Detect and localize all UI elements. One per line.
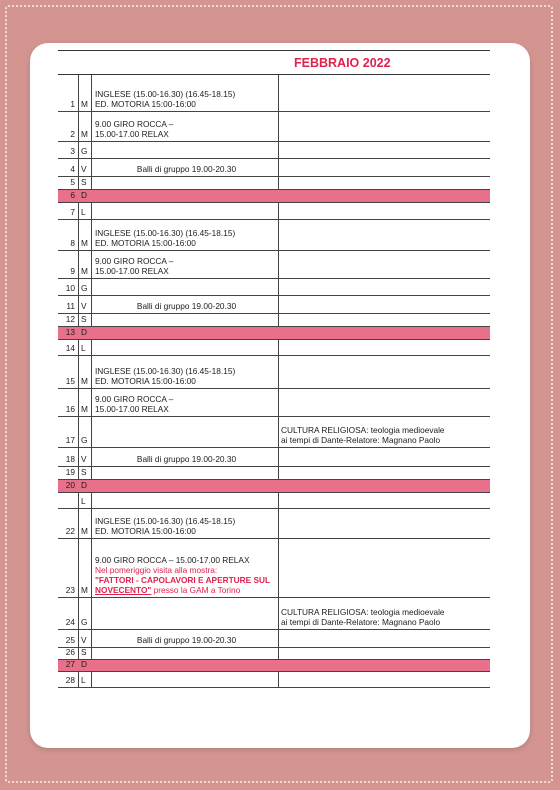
- activity-text: INGLESE (15.00-16.30) (16.45-18.15): [95, 516, 236, 527]
- day-number: 5: [70, 177, 75, 188]
- activity-cell: [91, 660, 278, 671]
- activity-text: ED. MOTORIA 15:00-16:00: [95, 238, 196, 249]
- activity-cell: [91, 251, 278, 278]
- activity-text: INGLESE (15.00-16.30) (16.45-18.15): [95, 366, 236, 377]
- activity-text: INGLESE (15.00-16.30) (16.45-18.15): [95, 89, 236, 100]
- event-cell: [278, 340, 490, 355]
- event-cell: [278, 509, 490, 538]
- calendar-row: [58, 598, 490, 630]
- event-cell: [278, 672, 490, 687]
- event-cell: [278, 296, 490, 313]
- calendar-row: [58, 539, 490, 598]
- day-number: 8: [70, 238, 75, 249]
- activity-text: ED. MOTORIA 15:00-16:00: [95, 99, 196, 110]
- event-cell: [278, 142, 490, 158]
- event-cell: [278, 112, 490, 141]
- activity-cell: [91, 190, 278, 202]
- activity-cell: [91, 493, 278, 508]
- activity-cell: [91, 480, 278, 492]
- weekday-letter: S: [78, 467, 91, 479]
- activity-cell: [91, 539, 278, 597]
- activity-cell: [91, 389, 278, 416]
- weekday-letter: D: [78, 190, 91, 202]
- activity-cell: [91, 327, 278, 339]
- calendar-row: [58, 296, 490, 314]
- activity-cell: [91, 417, 278, 447]
- calendar-row: [58, 660, 490, 672]
- event-cell: [278, 356, 490, 388]
- calendar-row: [58, 203, 490, 220]
- day-number: 24: [65, 617, 75, 628]
- day-number: [58, 507, 78, 508]
- event-cell: [278, 448, 490, 466]
- exhibition-line: [95, 586, 278, 596]
- exhibition-place: presso la GAM a Torino: [151, 585, 241, 596]
- calendar-row: [58, 251, 490, 279]
- calendar-row: [58, 75, 490, 112]
- event-text: ai tempi di Dante-Relatore: Magnano Paolo: [281, 435, 441, 446]
- day-number: 2: [70, 129, 75, 140]
- event-cell: [278, 220, 490, 250]
- activity-cell: [91, 142, 278, 158]
- calendar-row: [58, 672, 490, 688]
- activity-text: Balli di gruppo 19.00-20.30: [136, 454, 237, 465]
- weekday-letter: V: [78, 159, 91, 176]
- activity-text: 15.00-17.00 RELAX: [95, 266, 169, 277]
- event-cell: [278, 203, 490, 219]
- weekday-letter: G: [78, 279, 91, 295]
- activity-cell: [91, 648, 278, 659]
- event-cell: [278, 159, 490, 176]
- weekday-letter: M: [78, 75, 91, 111]
- weekday-letter: M: [78, 389, 91, 416]
- weekday-letter: S: [78, 314, 91, 326]
- activity-cell: [91, 630, 278, 647]
- day-number: 20: [65, 480, 75, 491]
- activity-cell: [91, 177, 278, 189]
- activity-cell: [91, 356, 278, 388]
- day-number: 28: [65, 675, 75, 686]
- calendar-row: [58, 480, 490, 493]
- weekday-letter: M: [78, 220, 91, 250]
- day-number: 16: [65, 404, 75, 415]
- activity-cell: [91, 672, 278, 687]
- day-number: 11: [66, 301, 75, 312]
- activity-cell: [91, 220, 278, 250]
- calendar-row: [58, 159, 490, 177]
- event-cell: [278, 327, 490, 339]
- day-number: 4: [70, 164, 75, 175]
- day-number: 27: [65, 659, 75, 670]
- activity-text: 9.00 GIRO ROCCA – 15.00-17.00 RELAX: [95, 555, 250, 566]
- event-cell: [278, 660, 490, 671]
- calendar-rows: [58, 75, 490, 688]
- calendar-row: [58, 340, 490, 356]
- event-cell: [278, 190, 490, 202]
- weekday-letter: L: [78, 203, 91, 219]
- activity-cell: [91, 112, 278, 141]
- day-number: 22: [65, 526, 75, 537]
- calendar-sheet: [58, 50, 490, 688]
- activity-cell: [91, 75, 278, 111]
- activity-cell: [91, 467, 278, 479]
- day-number: 14: [65, 343, 75, 354]
- calendar-row: [58, 142, 490, 159]
- activity-text: INGLESE (15.00-16.30) (16.45-18.15): [95, 228, 236, 239]
- weekday-letter: L: [78, 672, 91, 687]
- exhibition-title-end: NOVECENTO": [95, 585, 152, 596]
- event-cell: [278, 598, 490, 629]
- weekday-letter: V: [78, 630, 91, 647]
- event-cell: [278, 177, 490, 189]
- activity-cell: [91, 159, 278, 176]
- activity-cell: [91, 448, 278, 466]
- calendar-row: [58, 509, 490, 539]
- calendar-row: [58, 417, 490, 448]
- weekday-letter: M: [78, 356, 91, 388]
- event-cell: [278, 630, 490, 647]
- event-cell: [278, 467, 490, 479]
- weekday-letter: G: [78, 142, 91, 158]
- weekday-letter: L: [78, 493, 91, 508]
- activity-text: Balli di gruppo 19.00-20.30: [136, 635, 237, 646]
- event-cell: [278, 493, 490, 508]
- day-number: 15: [65, 376, 75, 387]
- event-cell: [278, 417, 490, 447]
- calendar-row: [58, 448, 490, 467]
- weekday-letter: D: [78, 660, 91, 671]
- calendar-row: [58, 112, 490, 142]
- activity-cell: [91, 279, 278, 295]
- event-text: CULTURA RELIGIOSA: teologia medioevale: [281, 425, 445, 436]
- calendar-row: [58, 467, 490, 480]
- day-number: 10: [65, 283, 75, 294]
- calendar-header: [58, 50, 490, 75]
- event-text: CULTURA RELIGIOSA: teologia medioevale: [281, 607, 445, 618]
- day-number: 13: [65, 327, 75, 338]
- event-cell: [278, 314, 490, 326]
- day-number: 6: [70, 190, 75, 201]
- weekday-letter: M: [78, 539, 91, 597]
- weekday-letter: S: [78, 648, 91, 659]
- day-number: 17: [65, 435, 75, 446]
- activity-text: Balli di gruppo 19.00-20.30: [136, 301, 237, 312]
- day-number: 25: [65, 635, 75, 646]
- activity-text: ED. MOTORIA 15:00-16:00: [95, 526, 196, 537]
- day-number: 1: [70, 99, 75, 110]
- calendar-row: [58, 356, 490, 389]
- event-cell: [278, 75, 490, 111]
- activity-cell: [91, 314, 278, 326]
- event-cell: [278, 480, 490, 492]
- day-number: 19: [65, 467, 75, 478]
- weekday-letter: M: [78, 112, 91, 141]
- visit-intro: Nel pomeriggio visita alla mostra:: [95, 565, 218, 576]
- day-number: 18: [65, 454, 75, 465]
- day-number: 23: [65, 585, 75, 596]
- activity-text: 15.00-17.00 RELAX: [95, 129, 169, 140]
- weekday-letter: D: [78, 327, 91, 339]
- activity-text: 9.00 GIRO ROCCA –: [95, 119, 174, 130]
- calendar-row: [58, 389, 490, 417]
- calendar-row: [58, 648, 490, 660]
- activity-cell: [91, 203, 278, 219]
- day-number: 7: [70, 207, 75, 218]
- activity-text: 9.00 GIRO ROCCA –: [95, 394, 174, 405]
- day-number: 12: [65, 314, 75, 325]
- calendar-row: [58, 190, 490, 203]
- day-number: 3: [70, 146, 75, 157]
- calendar-row: [58, 314, 490, 327]
- activity-cell: [91, 296, 278, 313]
- weekday-letter: G: [78, 598, 91, 629]
- activity-text: ED. MOTORIA 15:00-16:00: [95, 376, 196, 387]
- activity-cell: [91, 509, 278, 538]
- day-number: 26: [65, 647, 75, 658]
- weekday-letter: D: [78, 480, 91, 492]
- event-cell: [278, 279, 490, 295]
- calendar-row: [58, 177, 490, 190]
- weekday-letter: V: [78, 448, 91, 466]
- weekday-letter: G: [78, 417, 91, 447]
- activity-text: Balli di gruppo 19.00-20.30: [136, 164, 237, 175]
- calendar-row: [58, 630, 490, 648]
- exhibition-title: "FATTORI - CAPOLAVORI E APERTURE SUL: [95, 575, 271, 586]
- event-cell: [278, 251, 490, 278]
- calendar-row: [58, 220, 490, 251]
- weekday-letter: M: [78, 251, 91, 278]
- event-cell: [278, 539, 490, 597]
- event-text: ai tempi di Dante-Relatore: Magnano Paolo: [281, 617, 441, 628]
- event-cell: [278, 648, 490, 659]
- weekday-letter: M: [78, 509, 91, 538]
- weekday-letter: L: [78, 340, 91, 355]
- day-number: 9: [70, 266, 75, 277]
- calendar-row: [58, 279, 490, 296]
- month-title: FEBBRAIO 2022: [294, 56, 391, 70]
- activity-cell: [91, 340, 278, 355]
- event-cell: [278, 389, 490, 416]
- activity-text: 15.00-17.00 RELAX: [95, 404, 169, 415]
- calendar-row: [58, 327, 490, 340]
- activity-text: 9.00 GIRO ROCCA –: [95, 256, 174, 267]
- calendar-row: [58, 493, 490, 509]
- weekday-letter: V: [78, 296, 91, 313]
- activity-cell: [91, 598, 278, 629]
- weekday-letter: S: [78, 177, 91, 189]
